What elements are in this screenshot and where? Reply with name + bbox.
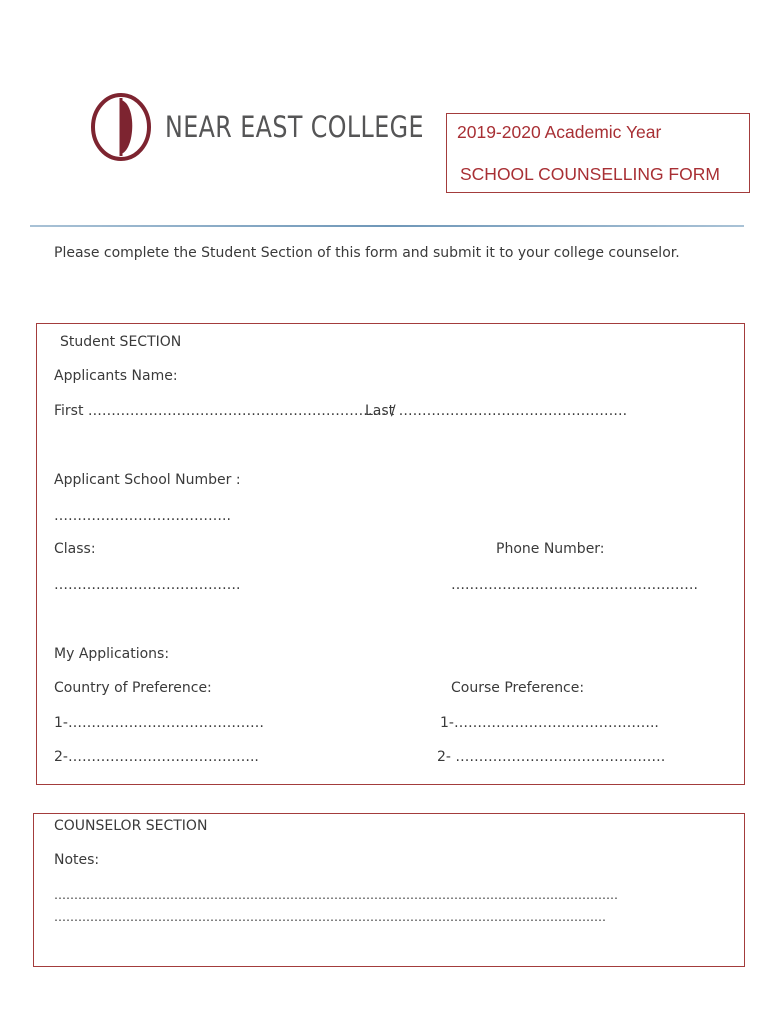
college-logo-icon	[90, 92, 152, 162]
course-preference-label: Course Preference:	[451, 680, 585, 696]
form-title-box	[446, 113, 750, 193]
header-divider	[30, 225, 744, 227]
country-preference-1-field[interactable]: 1-……………………………………	[54, 715, 264, 731]
phone-number-label: Phone Number:	[496, 541, 605, 557]
country-preference-label: Country of Preference:	[54, 680, 212, 696]
applicants-name-label: Applicants Name:	[54, 368, 178, 384]
last-name-field[interactable]: Last ………………………………………….	[365, 403, 628, 419]
course-preference-1-field[interactable]: 1-……………………………………..	[440, 715, 659, 731]
intro-text: Please complete the Student Section of this form and submit it to your college counselor.	[54, 245, 680, 261]
notes-line-2[interactable]: …………………………………………………………………………………………………………………………	[54, 910, 606, 924]
my-applications-label: My Applications:	[54, 646, 170, 662]
student-section-heading: Student SECTION	[60, 334, 182, 350]
form-title: SCHOOL COUNSELLING FORM	[460, 164, 720, 184]
course-preference-2-field[interactable]: 2- ………………………………………	[437, 749, 666, 765]
college-name: NEAR EAST COLLEGE	[165, 110, 424, 144]
class-label: Class:	[54, 541, 96, 557]
school-number-field[interactable]: ………………………………..	[54, 508, 231, 524]
phone-number-field[interactable]: ….………………………………………….	[451, 577, 698, 593]
country-preference-2-field[interactable]: 2-…………………………………..	[54, 749, 259, 765]
academic-year: 2019-2020 Academic Year	[457, 122, 662, 142]
class-field[interactable]: ………………………………….	[54, 577, 241, 593]
counselor-section-heading: COUNSELOR SECTION	[54, 818, 208, 834]
school-number-label: Applicant School Number :	[54, 472, 241, 488]
notes-label: Notes:	[54, 852, 100, 868]
first-name-field[interactable]: First ………………………………………………………. /	[54, 403, 396, 419]
notes-line-1[interactable]: ……………………………………………………………………………………………………………………………	[54, 888, 618, 902]
